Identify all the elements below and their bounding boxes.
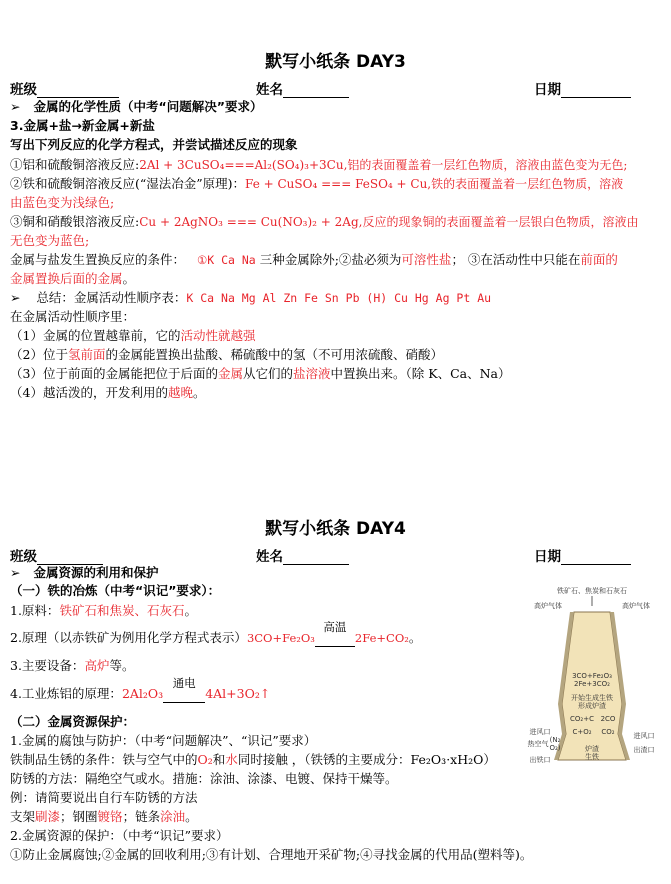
conditions-front: 前面的 — [580, 252, 618, 267]
summary — [10, 288, 491, 306]
j-line-3: 防锈的方法：隔绝空气或水。措施：涂油、涂漆、电镀、保持干燥等。 — [10, 771, 398, 786]
name-label: 姓名 — [256, 82, 283, 98]
item-4-label: 4.工业炼铝的原理： — [10, 686, 122, 701]
item-4-condition — [163, 675, 205, 703]
pig-iron-label: 生铁 — [585, 753, 599, 761]
bike-rim-answer: 镀铬 — [97, 809, 123, 824]
point-3 — [10, 364, 511, 382]
conditions-cont — [10, 269, 135, 287]
item-3-label: 3.主要设备： — [10, 658, 85, 673]
eq3-left: C+O₂ — [572, 728, 592, 736]
date-field[interactable] — [561, 84, 631, 98]
iron-outlet-label: 出铁口 — [529, 756, 551, 764]
point-2-text: （2）位于 — [10, 347, 68, 362]
item-4-products: 4Al+3O₂↑ — [205, 686, 271, 701]
day4-title: 默写小纸条 DAY4 — [265, 519, 406, 539]
eq3-right: CO₂ — [601, 728, 615, 736]
reaction-3-answer-cont: 无色变为蓝色; — [10, 233, 90, 248]
item-2 — [10, 619, 422, 647]
date-row — [534, 78, 631, 98]
point-3-text-2: 从它们的 — [242, 366, 293, 381]
point-4-text: （4）越活泼的，开发利用的 — [10, 385, 168, 400]
reaction-3-label: ③铜和硝酸银溶液反应: — [10, 214, 140, 229]
rust-text-2: 同时接触 ，（铁锈的主要成分：Fe₂O₃·xH₂O） — [237, 752, 496, 767]
reaction-1-label: ①铝和硫酸铜溶液反应: — [10, 157, 140, 172]
item-3-text: 等。 — [109, 658, 135, 673]
n2-label: (N₂ — [549, 736, 561, 744]
conditions-text-2: ； ③在活动性中只能在 — [451, 252, 581, 267]
j-line-7: ①防止金属腐蚀;②金属的回收利用;③有计划、合理地开采矿物;④寻找金属的代用品(塑料等)。 — [10, 847, 533, 862]
point-4-answer: 越晚 — [167, 385, 193, 400]
reaction-1 — [10, 155, 627, 173]
period: 。 — [122, 271, 136, 286]
instruction: 写出下列反应的化学方程式，并尝试描述反应的现象 — [10, 137, 298, 152]
day4-date-row — [534, 545, 631, 565]
item-4-reactants: 2Al₂O₃ — [121, 686, 164, 701]
point-3-text-3: 中置换出来。（除 K、Ca、Na） — [330, 366, 511, 381]
point-4 — [10, 383, 206, 401]
period: 。 — [408, 630, 422, 645]
item-3-answer: 高炉 — [84, 658, 110, 673]
item-2-products: 2Fe+CO₂ — [354, 631, 409, 645]
period: 。 — [184, 603, 197, 618]
name-label: 姓名 — [256, 549, 283, 565]
reaction-2-answer-cont: 由蓝色变为浅绿色; — [10, 195, 115, 210]
point-1-answer: 活动性就越强 — [180, 328, 256, 343]
conditions-exceptions: ①K Ca Na — [196, 253, 256, 267]
inlet-right: 进风口 — [633, 732, 655, 740]
conditions — [10, 250, 618, 268]
section-heading: 3.金属+盐→新金属+新盐 — [10, 118, 155, 133]
eq2-left: CO₂+C — [570, 715, 594, 723]
j-line-1: 1.金属的腐蚀与防护：（中考“问题解决”、“识记”要求） — [10, 733, 317, 748]
summary-label: 总结：金属活动性顺序表： — [36, 290, 187, 305]
slag-outlet-label: 出渣口 — [633, 746, 655, 754]
sub-heading-1: （一）铁的冶炼（中考“识记”要求）： — [10, 583, 221, 598]
bullet-icon: ➢ — [10, 99, 21, 114]
date-label: 日期 — [534, 82, 561, 98]
item-3 — [10, 656, 134, 674]
gas-label-left: 高炉气体 — [534, 602, 562, 610]
conditions-text-1: 三种金属除外;②盐必须为 — [259, 252, 402, 267]
reaction-2-answer: Fe + CuSO₄ === FeSO₄ + Cu,铁的表面覆盖着一层红色物质，溶液 — [245, 177, 624, 191]
condition-text: 通电 — [172, 675, 196, 690]
point-1-text: （1）金属的位置越靠前，它的 — [10, 328, 181, 343]
conditions-replace: 金属置换后面的金属 — [10, 271, 123, 286]
point-2-text-2: 的金属能置换出盐酸、稀硫酸中的氢（不可用浓硫酸、硝酸） — [105, 347, 443, 362]
condition-text: 高温 — [323, 619, 347, 634]
item-1 — [10, 601, 197, 619]
date-field[interactable] — [561, 551, 631, 565]
day4-class-row — [10, 545, 103, 565]
order-intro: 在金属活动性顺序里： — [10, 309, 136, 324]
rust-and: 和 — [212, 752, 226, 767]
point-3-answer-1: 金属 — [217, 366, 243, 381]
item-1-answer: 铁矿石和焦炭、石灰石 — [59, 603, 185, 618]
conditions-label: 金属与盐发生置换反应的条件： — [10, 252, 186, 267]
bullet-icon: ➢ — [10, 290, 21, 305]
bike-chain: ；链条 — [122, 809, 161, 824]
j-line-5 — [10, 807, 198, 825]
j-line-6: 2.金属资源的保护：（中考“识记”要求） — [10, 828, 229, 843]
inlet-left: 进风口 — [529, 728, 551, 736]
bike-frame: 支架 — [10, 809, 36, 824]
item-1-label: 1.原料： — [10, 603, 60, 618]
day3-topic — [10, 97, 262, 115]
class-label: 班级 — [10, 82, 37, 98]
zone-label-2: 形成炉渣 — [578, 702, 606, 710]
item-2-label: 2.原理（以赤铁矿为例用化学方程式表示） — [10, 630, 247, 645]
reaction-3 — [10, 212, 638, 230]
activity-series: K Ca Na Mg Al Zn Fe Sn Pb (H) Cu Hg Ag Pt Au — [186, 291, 492, 305]
reaction-1-answer: 2Al + 3CuSO₄===Al₂(SO₄)₃+3Cu,铝的表面覆盖着一层红色物质，溶液由蓝色变为无色; — [139, 158, 628, 172]
name-field[interactable] — [283, 551, 349, 565]
hot-air-label: 热空气 — [527, 740, 549, 748]
bike-rim: ；钢圈 — [60, 809, 98, 824]
bullet-icon: ➢ — [10, 565, 21, 580]
conditions-soluble: 可溶性盐 — [401, 252, 452, 267]
eq2-right: 2CO — [600, 715, 616, 723]
slag-label: 炉渣 — [585, 745, 599, 753]
topic-text: 金属资源的利用和保护 — [33, 565, 159, 580]
point-2-answer: 氢前面 — [67, 347, 106, 362]
day3-title: 默写小纸条 DAY3 — [265, 52, 406, 72]
sub-heading-2: （二）金属资源保护： — [10, 714, 136, 729]
topic-text: 金属的化学性质（中考“问题解决”要求） — [33, 99, 263, 114]
furnace-top-label: 铁矿石、焦炭和石灰石 — [557, 587, 627, 595]
gas-label-right: 高炉气体 — [622, 602, 650, 610]
day4-topic — [10, 563, 159, 581]
period: 。 — [192, 385, 206, 400]
rust-oxygen: O₂ — [197, 752, 213, 767]
period: 。 — [185, 809, 198, 824]
point-2 — [10, 345, 443, 363]
date-label: 日期 — [534, 549, 561, 565]
reaction-2-label: ②铁和硫酸铜溶液反应(“湿法冶金”原理)： — [10, 176, 246, 191]
blast-furnace-diagram — [526, 584, 658, 778]
o2-label: O₂) — [549, 744, 561, 752]
item-2-reactants: 3CO+Fe₂O₃ — [246, 631, 315, 645]
bike-frame-answer: 刷漆 — [35, 809, 61, 824]
eq1-left: 3CO+Fe₂O₃ — [572, 672, 612, 680]
point-3-text: （3）位于前面的金属能把位于后面的 — [10, 366, 218, 381]
item-4 — [10, 675, 271, 703]
j-line-4: 例：请简要说出自行车防锈的方法 — [10, 790, 198, 805]
j-line-2 — [10, 750, 496, 768]
name-row — [256, 78, 349, 98]
rust-text: 铁制品生锈的条件：铁与空气中的 — [10, 752, 198, 767]
day3-header-row — [10, 78, 119, 98]
item-2-condition — [315, 619, 355, 647]
class-field[interactable] — [37, 84, 119, 98]
class-label: 班级 — [10, 549, 37, 565]
reaction-3-answer: Cu + 2AgNO₃ === Cu(NO₃)₂ + 2Ag,反应的现象铜的表面覆盖着一层银白色物质，溶液由 — [139, 215, 639, 229]
point-3-answer-2: 盐溶液 — [293, 366, 331, 381]
point-1 — [10, 326, 255, 344]
name-field[interactable] — [283, 84, 349, 98]
bike-chain-answer: 涂油 — [160, 809, 186, 824]
day4-name-row — [256, 545, 349, 565]
eq1-right: 2Fe+3CO₂ — [574, 680, 610, 688]
reaction-2 — [10, 174, 623, 192]
zone-label: 开始生成生铁 — [571, 694, 613, 702]
rust-water: 水 — [225, 752, 238, 767]
